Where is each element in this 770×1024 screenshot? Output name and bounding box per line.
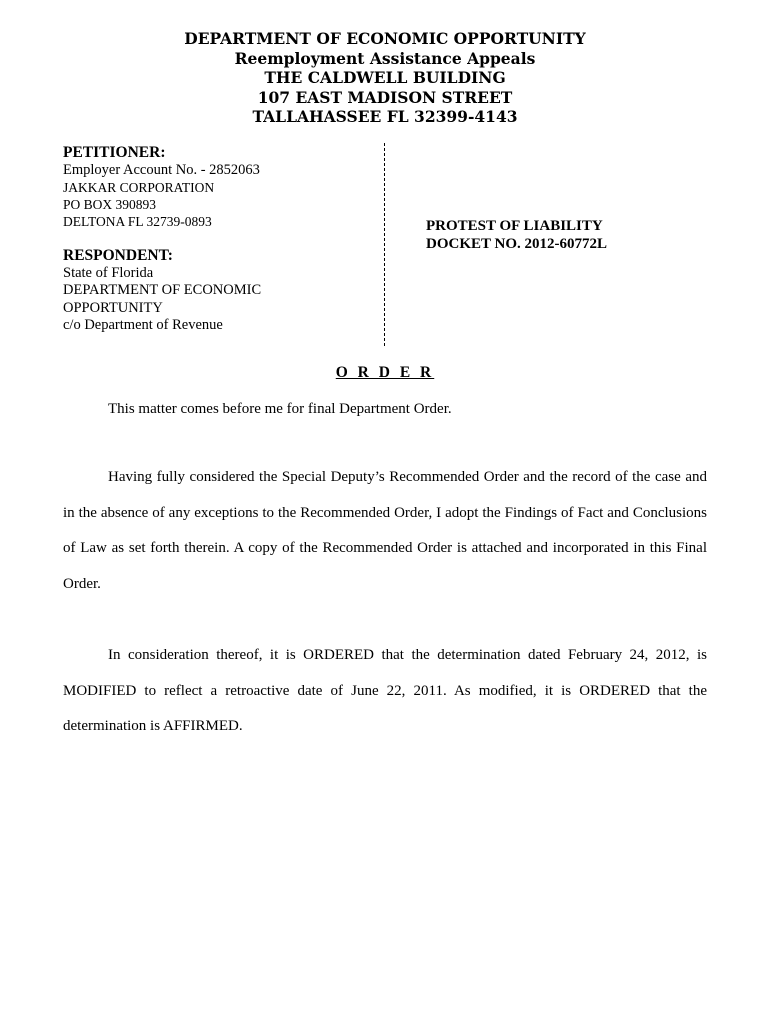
- docket-number: DOCKET NO. 2012-60772L: [426, 236, 607, 252]
- petitioner-address1: PO BOX 390893: [63, 197, 157, 212]
- petitioner-account: Employer Account No. - 2852063: [63, 161, 260, 178]
- agency-header: [0, 29, 770, 127]
- respondent-line1: State of Florida: [63, 264, 154, 281]
- header-department: DEPARTMENT OF ECONOMIC OPPORTUNITY: [184, 29, 586, 48]
- petitioner-address2: DELTONA FL 32739-0893: [63, 214, 212, 229]
- respondent-label: RESPONDENT:: [63, 247, 173, 264]
- order-paragraph-1: This matter comes before me for final Department Order.: [108, 401, 452, 417]
- respondent-line4: c/o Department of Revenue: [63, 317, 223, 333]
- petitioner-name: JAKKAR CORPORATION: [63, 180, 215, 195]
- order-paragraph-3: In consideration thereof, it is ORDERED that the determination dated February 24, 2012, is MODIFIED to reflect a retroactive date of June 22, 2011. As modified, it is ORDERED that the determination is AFFIRMED.: [63, 647, 707, 734]
- caption-divider: [384, 143, 385, 346]
- order-title: O R D E R: [335, 364, 435, 381]
- petitioner-label: PETITIONER:: [63, 144, 166, 161]
- order-paragraph-2: Having fully considered the Special Deputy’s Recommended Order and the record of the case and in the absence of any exceptions to the Recommended Order, I adopt the Findings of Fact and Conclusions of Law as set forth therein. A copy of the Recommended Order is attached and incorporated in this Final Order.: [63, 469, 707, 592]
- docket-title: PROTEST OF LIABILITY: [426, 218, 603, 234]
- case-caption: [63, 144, 383, 335]
- respondent-line2: DEPARTMENT OF ECONOMIC: [63, 282, 262, 298]
- header-street: 107 EAST MADISON STREET: [257, 87, 513, 107]
- respondent-line3: OPPORTUNITY: [63, 299, 163, 316]
- header-city: TALLAHASSEE FL 32399-4143: [252, 107, 518, 126]
- header-division: Reemployment Assistance Appeals: [234, 48, 536, 68]
- header-building: THE CALDWELL BUILDING: [264, 68, 506, 87]
- docket-block: [426, 217, 607, 253]
